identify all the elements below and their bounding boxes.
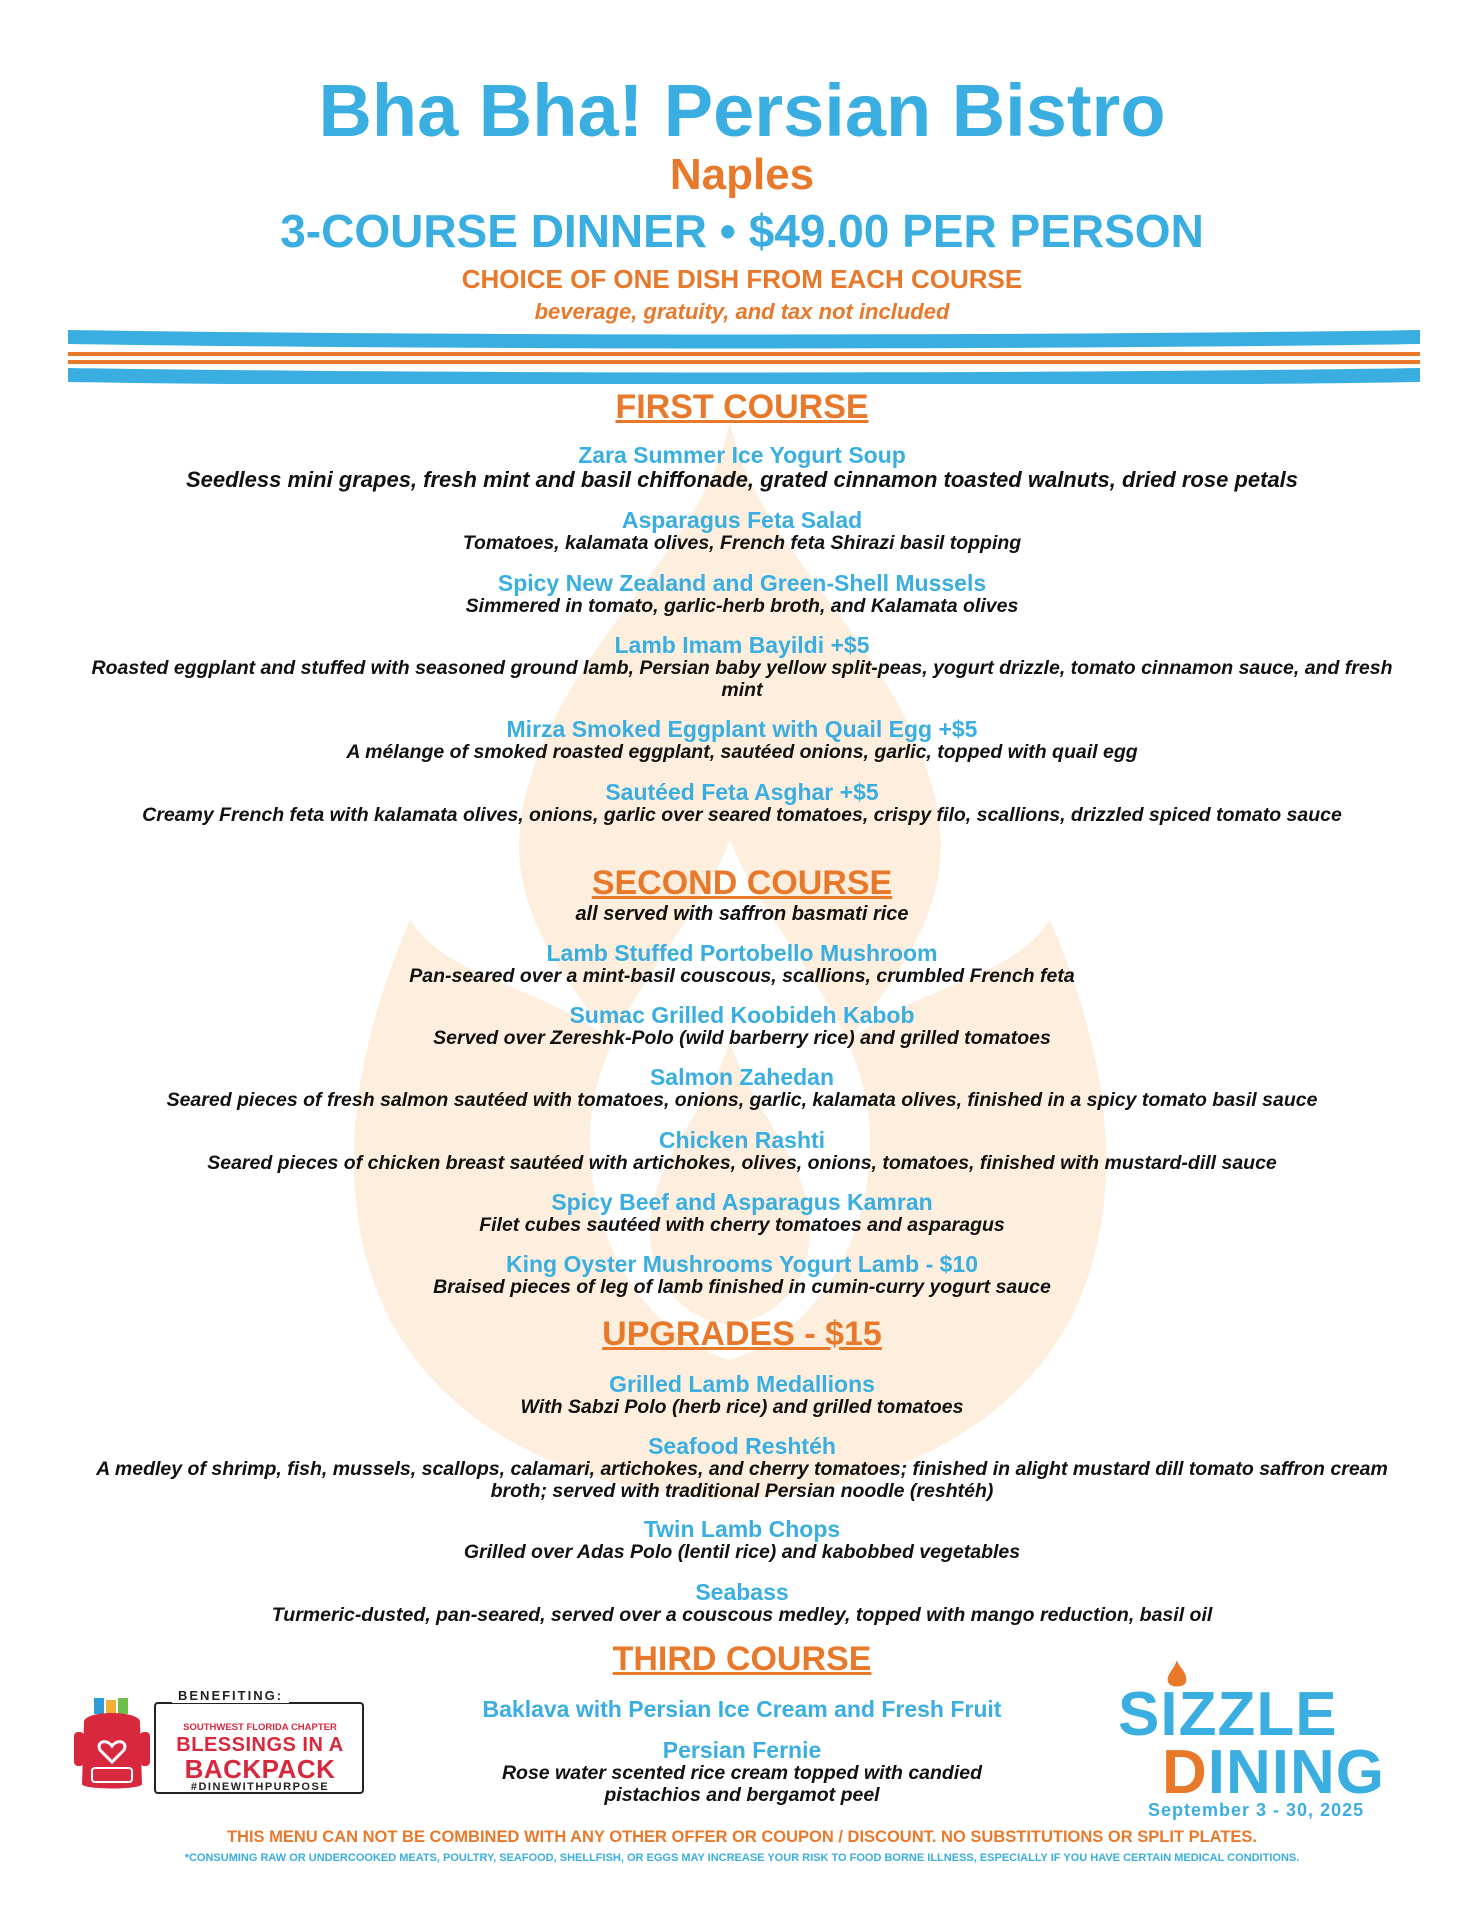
item-desc: Braised pieces of leg of lamb finished in cumin-curry yogurt sauce xyxy=(433,1276,1051,1298)
menu-item xyxy=(80,508,1404,554)
item-desc: A mélange of smoked roasted eggplant, sautéed onions, garlic, topped with quail egg xyxy=(346,741,1138,763)
event-dates: September 3 - 30, 2025 xyxy=(1148,1800,1365,1820)
blessings-in-a-backpack-logo xyxy=(72,1688,362,1792)
item-name: Grilled Lamb Medallions xyxy=(609,1371,875,1397)
health-warning: *CONSUMING RAW OR UNDERCOOKED MEATS, POULTRY, SEAFOOD, SHELLFISH, OR EGGS MAY INCREASE YOUR RISK TO FOOD BORNE ILLNESS, ESPECIALLY IF YOU HAVE CERTAIN MEDICAL CONDITIONS. xyxy=(184,1852,1300,1864)
item-name: Persian Fernie xyxy=(662,1737,822,1763)
logo-word-sizzle: SIZZLE xyxy=(1118,1680,1338,1749)
item-desc: Pan-seared over a mint-basil couscous, scallions, crumbled French feta xyxy=(409,965,1075,987)
item-name: Seafood Reshtéh xyxy=(648,1433,836,1459)
menu-item xyxy=(80,941,1404,987)
item-name: Twin Lamb Chops xyxy=(643,1516,841,1542)
header-divider xyxy=(68,328,1420,384)
second-course-note: all served with saffron basmati rice xyxy=(575,903,909,925)
upgrades-heading: UPGRADES - $15 xyxy=(602,1315,882,1353)
third-course-heading: THIRD COURSE xyxy=(612,1640,872,1678)
item-name: Spicy New Zealand and Green-Shell Mussels xyxy=(497,570,987,596)
item-name: Mirza Smoked Eggplant with Quail Egg +$5 xyxy=(506,716,978,742)
item-name: Chicken Rashti xyxy=(658,1127,826,1153)
menu-item xyxy=(80,571,1404,617)
menu-item xyxy=(80,1517,1404,1563)
item-desc: Grilled over Adas Polo (lentil rice) and kabobbed vegetables xyxy=(463,1541,1021,1563)
logo-frame xyxy=(154,1702,364,1794)
menu-item xyxy=(80,1128,1404,1174)
item-name: Seabass xyxy=(695,1579,789,1605)
item-name: Sumac Grilled Koobideh Kabob xyxy=(569,1002,915,1028)
logo-benefiting: BENEFITING: xyxy=(172,1688,289,1703)
item-desc: A medley of shrimp, fish, mussels, scallops, calamari, artichokes, and cherry tomatoes; finished in alight mustard dill tomato saffron cream broth; served with traditional Persian noodle (reshtéh) xyxy=(96,1458,1388,1502)
second-course-heading: SECOND COURSE xyxy=(591,864,893,902)
item-desc: Creamy French feta with kalamata olives, onions, garlic over seared tomatoes, crispy filo, scallions, drizzled spiced tomato sauce xyxy=(142,804,1342,826)
item-desc: Seared pieces of chicken breast sautéed with artichokes, olives, onions, tomatoes, finished with mustard-dill sauce xyxy=(207,1152,1277,1174)
item-desc: Simmered in tomato, garlic-herb broth, and Kalamata olives xyxy=(465,595,1019,617)
item-name: Baklava with Persian Ice Cream and Fresh Fruit xyxy=(482,1696,1002,1722)
item-desc: Seared pieces of fresh salmon sautéed with tomatoes, onions, garlic, kalamata olives, finished in a spicy tomato basil sauce xyxy=(166,1089,1318,1111)
logo-word-dining xyxy=(1162,1738,1386,1807)
logo-line2: BACKPACK xyxy=(184,1754,336,1784)
item-desc: With Sabzi Polo (herb rice) and grilled tomatoes xyxy=(520,1396,964,1418)
menu-item xyxy=(80,633,1404,701)
logo-hashtag: #DINEWITHPURPOSE xyxy=(190,1781,330,1793)
menu-item xyxy=(80,1580,1404,1626)
menu-item xyxy=(80,443,1404,493)
menu-item xyxy=(80,1190,1404,1236)
item-name: Asparagus Feta Salad xyxy=(621,507,863,533)
item-name: Lamb Imam Bayildi +$5 xyxy=(614,632,870,658)
exclusions-note: beverage, gratuity, and tax not included xyxy=(534,299,950,324)
item-desc: Seedless mini grapes, fresh mint and basil chiffonade, grated cinnamon toasted walnuts, dried rose petals xyxy=(185,467,1299,492)
item-desc: Rose water scented rice cream topped with candied pistachios and bergamot peel xyxy=(501,1762,983,1806)
logo-letter-d: D xyxy=(1162,1738,1208,1807)
item-desc: Turmeric-dusted, pan-seared, served over a couscous medley, topped with mango reduction, basil oil xyxy=(271,1604,1213,1626)
item-name: Lamb Stuffed Portobello Mushroom xyxy=(546,940,938,966)
item-name: Sautéed Feta Asghar +$5 xyxy=(605,779,879,805)
item-desc: Served over Zereshk-Polo (wild barberry rice) and grilled tomatoes xyxy=(433,1027,1051,1049)
logo-chapter: SOUTHWEST FLORIDA CHAPTER xyxy=(183,1722,337,1733)
item-desc: Roasted eggplant and stuffed with seasoned ground lamb, Persian baby yellow split-peas, yogurt drizzle, tomato cinnamon sauce, and fresh mint xyxy=(91,657,1393,701)
item-name: Zara Summer Ice Yogurt Soup xyxy=(578,442,906,468)
item-name: King Oyster Mushrooms Yogurt Lamb - $10 xyxy=(505,1251,978,1277)
item-name: Salmon Zahedan xyxy=(649,1064,835,1090)
menu-item xyxy=(500,1738,984,1806)
menu-item xyxy=(80,1003,1404,1049)
menu-item xyxy=(80,1252,1404,1298)
item-desc: Filet cubes sautéed with cherry tomatoes and asparagus xyxy=(479,1214,1005,1236)
city-name: Naples xyxy=(669,150,815,199)
menu-item xyxy=(80,1434,1404,1502)
menu-item xyxy=(80,780,1404,826)
menu-item xyxy=(80,717,1404,763)
dinner-price: 3-COURSE DINNER • $49.00 PER PERSON xyxy=(280,205,1204,257)
choice-note: CHOICE OF ONE DISH FROM EACH COURSE xyxy=(461,264,1023,294)
menu-item xyxy=(440,1697,1044,1721)
restaurant-title: Bha Bha! Persian Bistro xyxy=(318,69,1166,152)
sizzle-dining-logo xyxy=(1118,1660,1436,1820)
logo-word-rest: INING xyxy=(1207,1738,1386,1807)
menu-item xyxy=(80,1065,1404,1111)
disclaimer: THIS MENU CAN NOT BE COMBINED WITH ANY OTHER OFFER OR COUPON / DISCOUNT. NO SUBSTITUTIONS OR SPLIT PLATES. xyxy=(226,1828,1258,1846)
logo-line1: BLESSINGS IN A xyxy=(176,1734,344,1756)
backpack-icon xyxy=(72,1698,152,1792)
menu-item xyxy=(80,1372,1404,1418)
item-desc: Tomatoes, kalamata olives, French feta Shirazi basil topping xyxy=(462,532,1022,554)
item-name: Spicy Beef and Asparagus Kamran xyxy=(551,1189,933,1215)
first-course-heading: FIRST COURSE xyxy=(615,388,869,426)
